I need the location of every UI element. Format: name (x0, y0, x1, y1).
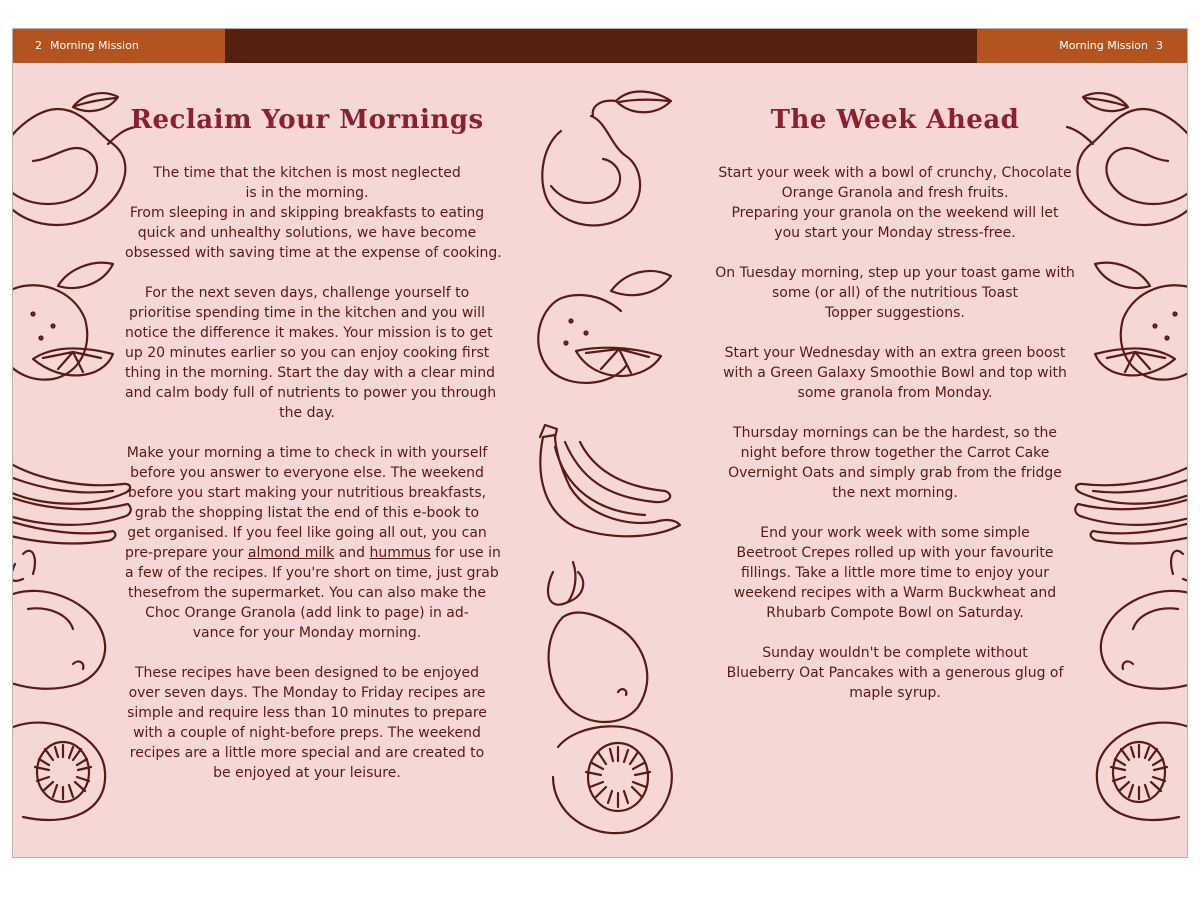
kiwi-icon (1079, 717, 1188, 827)
text-line: before you answer to everyone else. The weekend (130, 465, 484, 481)
text-line: For the next seven days, challenge yourself to (144, 285, 470, 301)
text-line: Start your Wednesday with an extra green boost (724, 345, 1066, 361)
text-line: a few of the recipes. If you're short on time, just grab (125, 565, 499, 581)
lemon-icon (533, 557, 673, 732)
text-line: be enjoyed at your leisure. (213, 765, 401, 781)
pear-icon (531, 91, 681, 241)
text-line: Overnight Oats and simply grab from the fridge (728, 465, 1062, 481)
text-line: up 20 minutes earlier so you can enjoy cooking first (125, 345, 490, 361)
tuesday-paragraph (713, 263, 1077, 323)
text-line: Start your week with a bowl of crunchy, Chocolate (718, 165, 1072, 181)
banana-icon (525, 407, 685, 547)
left-page-title: Reclaim Your Mornings (130, 105, 484, 135)
friday-saturday-paragraph (713, 523, 1077, 623)
text-line: the next morning. (832, 485, 958, 501)
lemon-icon (13, 534, 123, 699)
text-line: notice the difference it makes. Your mission is to get (125, 325, 493, 341)
text-line: On Tuesday morning, step up your toast game with (715, 265, 1075, 281)
text-line: maple syrup. (849, 685, 941, 701)
text-line: Preparing your granola on the weekend will let (731, 205, 1059, 221)
wednesday-paragraph (713, 343, 1077, 403)
text-line: These recipes have been designed to be enjoyed (134, 665, 480, 681)
banana-icon (1063, 419, 1188, 549)
header-bar (13, 29, 1187, 63)
text-line: the day. (279, 405, 335, 421)
text-line: vance for your Monday morning. (192, 625, 422, 641)
text-line: night before throw together the Carrot Cake (740, 445, 1050, 461)
text-line: you start your Monday stress-free. (774, 225, 1016, 241)
text-line: Orange Granola and fresh fruits. (781, 185, 1009, 201)
text-line: The time that the kitchen is most neglected (153, 165, 461, 181)
text-line: Sunday wouldn't be complete without (762, 645, 1028, 661)
text-line: quick and unhealthy solutions, we have become (137, 225, 477, 241)
right-page-title: The Week Ahead (770, 105, 1020, 135)
right-running-title: Morning Mission (1059, 39, 1148, 52)
text-line: End your work week with some simple (760, 525, 1030, 541)
text-line-with-links (125, 543, 501, 563)
kiwi-icon (538, 717, 688, 842)
left-paragraph-2 (125, 283, 497, 423)
text-line: obsessed with saving time at the expense of cooking. (125, 245, 502, 261)
book-spread (12, 28, 1188, 858)
text-line: Make your morning a time to check in with yourself (126, 445, 488, 461)
left-page-content (125, 89, 502, 803)
left-page-header-tab (13, 29, 225, 63)
text-fragment: for use in (430, 545, 501, 561)
thursday-paragraph (713, 423, 1077, 503)
sunday-paragraph (713, 643, 1077, 703)
text-line: Choc Orange Granola (add link to page) in ad- (145, 605, 469, 621)
right-page-header-tab (977, 29, 1187, 63)
kiwi-icon (13, 717, 123, 827)
text-line: with a Green Galaxy Smoothie Bowl and top with (723, 365, 1067, 381)
text-line: grab the shopping listat the end of this e-book to (134, 505, 480, 521)
text-line: Blueberry Oat Pancakes with a generous glug of (726, 665, 1064, 681)
banana-icon (13, 419, 143, 549)
left-paragraph-4 (125, 663, 489, 783)
text-line: some granola from Monday. (797, 385, 993, 401)
right-page-number: 3 (1156, 39, 1163, 52)
text-line: weekend recipes with a Warm Buckwheat and (733, 585, 1057, 601)
text-line: From sleeping in and skipping breakfasts to eating (129, 205, 485, 221)
left-page-number: 2 (35, 39, 42, 52)
text-line: Rhubarb Compote Bowl on Saturday. (766, 605, 1024, 621)
left-paragraph-3 (125, 443, 501, 643)
right-page-content (713, 89, 1077, 723)
lemon-icon (1083, 534, 1188, 699)
text-line: thing in the morning. Start the day with a clear mind (125, 365, 495, 381)
hummus-link[interactable]: hummus (369, 545, 431, 561)
text-line: over seven days. The Monday to Friday recipes are (128, 685, 486, 701)
text-line: simple and require less than 10 minutes to prepare (127, 705, 487, 721)
text-line: prioritise spending time in the kitchen and you will (129, 305, 485, 321)
left-paragraph-1 (125, 163, 502, 263)
orange-icon (1075, 254, 1188, 389)
monday-paragraph (713, 163, 1077, 243)
text-line: before you start making your nutritious breakfasts, (127, 485, 487, 501)
text-fragment: and (334, 545, 370, 561)
almond-milk-link[interactable]: almond milk (247, 545, 335, 561)
text-line: get organised. If you feel like going all out, you can (127, 525, 487, 541)
text-fragment: pre-prepare your (125, 545, 248, 561)
text-line: fillings. Take a little more time to enjoy your (740, 565, 1050, 581)
orange-icon (13, 254, 133, 389)
left-running-title: Morning Mission (50, 39, 139, 52)
text-line: and calm body full of nutrients to power you through (125, 385, 497, 401)
text-line: some (or all) of the nutritious Toast (772, 285, 1018, 301)
text-line: is in the morning. (245, 185, 369, 201)
text-line: with a couple of night-before preps. The weekend (133, 725, 481, 741)
text-line: thesefrom the supermarket. You can also make the (128, 585, 486, 601)
text-line: recipes are a little more special and are created to (129, 745, 485, 761)
text-line: Beetroot Crepes rolled up with your favourite (736, 545, 1054, 561)
text-line: Thursday mornings can be the hardest, so the (733, 425, 1057, 441)
orange-icon (531, 251, 681, 391)
text-line: Topper suggestions. (825, 305, 965, 321)
